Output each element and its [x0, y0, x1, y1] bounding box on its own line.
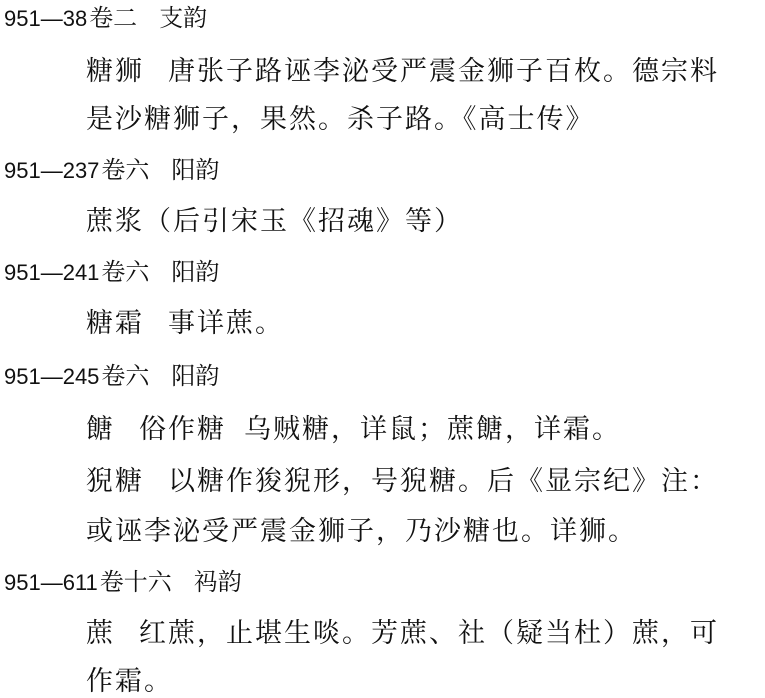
entry-text: 红蔗，止堪生啖。芳蔗、社（疑当杜）蔗，可 [139, 618, 719, 649]
entry-volume: 卷二 [89, 4, 138, 32]
entry-text: 是沙糖狮子，果然。杀子路。《高士传》 [86, 104, 595, 135]
entry-heading [4, 158, 219, 182]
entry-volume: 卷六 [101, 258, 150, 286]
entry-text: 以糖作狻猊形，号猊糖。后《显宗纪》注： [168, 466, 719, 497]
entry-rhyme: 支韵 [159, 4, 208, 32]
entry-heading [4, 260, 219, 284]
entry-reference: 951—237 [4, 158, 100, 183]
entry-rhyme: 阳韵 [171, 156, 220, 184]
entry-term: 猊糖 [86, 466, 144, 497]
entry-heading [4, 570, 242, 594]
entry-rhyme: 阳韵 [171, 258, 220, 286]
entry-text: 作霜。 [86, 666, 173, 697]
entry-line [86, 468, 719, 495]
entry-line [86, 668, 173, 695]
entry-term: 餹 [86, 414, 115, 445]
entry-heading [4, 6, 207, 30]
entry-text: 唐张子路诬李泌受严震金狮子百枚。德宗料 [168, 56, 719, 87]
entry-term: 糖霜 [86, 308, 144, 339]
entry-volume: 卷十六 [99, 568, 172, 596]
entry-reference: 951—611 [4, 570, 98, 595]
entry-term: 蔗 [86, 618, 115, 649]
entry-volume: 卷六 [101, 362, 150, 390]
entry-heading [4, 364, 219, 388]
entry-line [86, 620, 719, 647]
entry-line [86, 208, 463, 235]
entry-text: 事详蔗。 [168, 308, 284, 339]
entry-text: 乌贼糖，详鼠；蔗餹，详霜。 [244, 414, 621, 445]
entry-line [86, 106, 595, 133]
entry-text: 蔗浆（后引宋玉《招魂》等） [86, 206, 463, 237]
entry-reference: 951—245 [4, 364, 100, 389]
entry-line [86, 518, 637, 545]
entry-text: 或诬李泌受严震金狮子，乃沙糖也。详狮。 [86, 516, 637, 547]
entry-volume: 卷六 [101, 156, 150, 184]
entry-term: 糖狮 [86, 56, 144, 87]
entry-reference: 951—241 [4, 260, 100, 285]
entry-rhyme: 阳韵 [171, 362, 220, 390]
entry-line [86, 310, 284, 337]
entry-reference: 951—38 [4, 6, 88, 31]
entry-line [86, 58, 719, 85]
entry-line [86, 416, 621, 443]
entry-rhyme: 祃韵 [193, 568, 242, 596]
entry-term-variant: 俗作糖 [139, 414, 226, 445]
